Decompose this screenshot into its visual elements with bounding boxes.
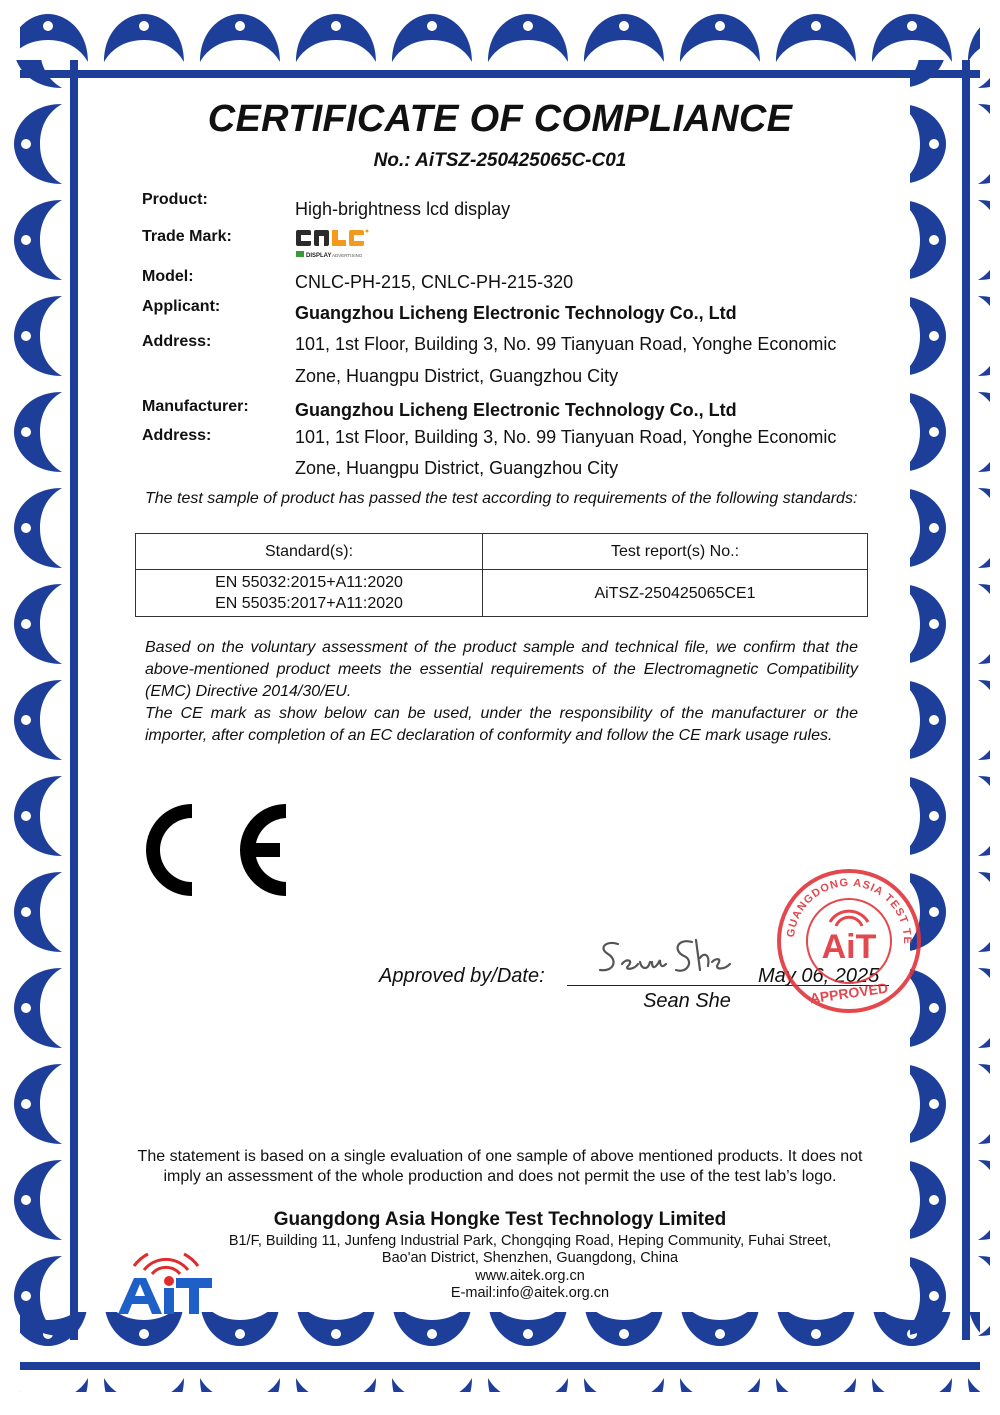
footer-address-line2: Bao'an District, Shenzhen, Guangdong, China bbox=[381, 1250, 679, 1266]
manufacturer-address-label: Address: bbox=[142, 427, 212, 444]
applicant-address-label: Address: bbox=[142, 333, 212, 350]
applicant-address-line1: 101, 1st Floor, Building 3, No. 99 Tianyuan Road, Yonghe Economic bbox=[295, 334, 837, 354]
footer-address-line1: B1/F, Building 11, Junfeng Industrial Park, Chongqing Road, Heping Community, Fuhai Street, bbox=[228, 1233, 832, 1249]
svg-text:AiT: AiT bbox=[821, 928, 877, 966]
manufacturer-address-line2: Zone, Huangpu District, Guangzhou City bbox=[295, 458, 619, 478]
signer-name: Sean She bbox=[643, 990, 731, 1012]
approval-date: May 06, 2025 bbox=[758, 965, 880, 987]
approved-by-label: Approved by/Date: bbox=[379, 965, 545, 987]
model-value: CNLC-PH-215, CNLC-PH-215-320 bbox=[295, 272, 574, 292]
model-label: Model: bbox=[142, 268, 194, 285]
footer-email: E-mail:info@aitek.org.cn bbox=[450, 1285, 610, 1301]
svg-text:APPROVED: APPROVED bbox=[808, 979, 889, 1007]
footer-company-name: Guangdong Asia Hongke Test Technology Limited bbox=[273, 1209, 727, 1230]
cnlc-trademark-logo bbox=[296, 228, 372, 265]
standard-item: EN 55035:2017+A11:2020 bbox=[215, 595, 403, 612]
standards-table bbox=[135, 533, 868, 617]
statement-line1: The statement is based on a single evaluation of one sample of above mentioned products. It does not bbox=[137, 1148, 863, 1165]
manufacturer-address-line1: 101, 1st Floor, Building 3, No. 99 Tianyuan Road, Yonghe Economic bbox=[295, 427, 837, 447]
assessment-paragraph-1: Based on the voluntary assessment of the product sample and technical file, we confirm that the above-mentioned product meets the essential requirements of the Electromagnetic Compatibility (EMC) Directive 2014/30/EU. bbox=[145, 639, 858, 700]
certificate-title: CERTIFICATE OF COMPLIANCE bbox=[207, 98, 793, 140]
manufacturer-value: Guangzhou Licheng Electronic Technology Co., Ltd bbox=[295, 400, 737, 420]
standards-header: Standard(s): bbox=[136, 534, 483, 570]
footer-website: www.aitek.org.cn bbox=[475, 1268, 585, 1284]
trademark-label: Trade Mark: bbox=[142, 228, 232, 245]
disclaimer-statement bbox=[95, 1147, 905, 1187]
ait-logo bbox=[116, 1244, 216, 1321]
svg-text:GUANGDONG ASIA TEST TECHNOLOGY: GUANGDONG ASIA TEST TE bbox=[784, 876, 914, 945]
applicant-value: Guangzhou Licheng Electronic Technology Co., Ltd bbox=[295, 303, 737, 323]
standards-cell bbox=[136, 570, 483, 617]
statement-line2: imply an assessment of the whole production and does not permit the use of the test lab’s logo. bbox=[163, 1168, 837, 1185]
signature bbox=[596, 936, 736, 987]
report-no-cell: AiTSZ-250425065CE1 bbox=[483, 570, 868, 617]
svg-text:ADVERTISING: ADVERTISING bbox=[332, 253, 363, 258]
applicant-address-line2: Zone, Huangpu District, Guangzhou City bbox=[295, 366, 619, 386]
product-value: High-brightness lcd display bbox=[295, 199, 511, 219]
product-label: Product: bbox=[142, 191, 208, 208]
svg-text:DISPLAY: DISPLAY bbox=[306, 253, 332, 259]
ce-mark bbox=[140, 798, 290, 907]
standard-item: EN 55032:2015+A11:2020 bbox=[215, 574, 403, 591]
manufacturer-label: Manufacturer: bbox=[142, 398, 249, 415]
report-no-header: Test report(s) No.: bbox=[483, 534, 868, 570]
intro-text: The test sample of product has passed the test according to requirements of the following standards: bbox=[145, 490, 858, 507]
applicant-label: Applicant: bbox=[142, 298, 221, 315]
assessment-paragraph-2: The CE mark as show below can be used, under the responsibility of the manufacturer or the importer, after completion of an EC declaration of conformity and follow the CE mark usage rules. bbox=[145, 705, 858, 744]
approval-stamp bbox=[774, 866, 924, 1021]
certificate-number: No.: AiTSZ-250425065C-C01 bbox=[373, 150, 627, 171]
